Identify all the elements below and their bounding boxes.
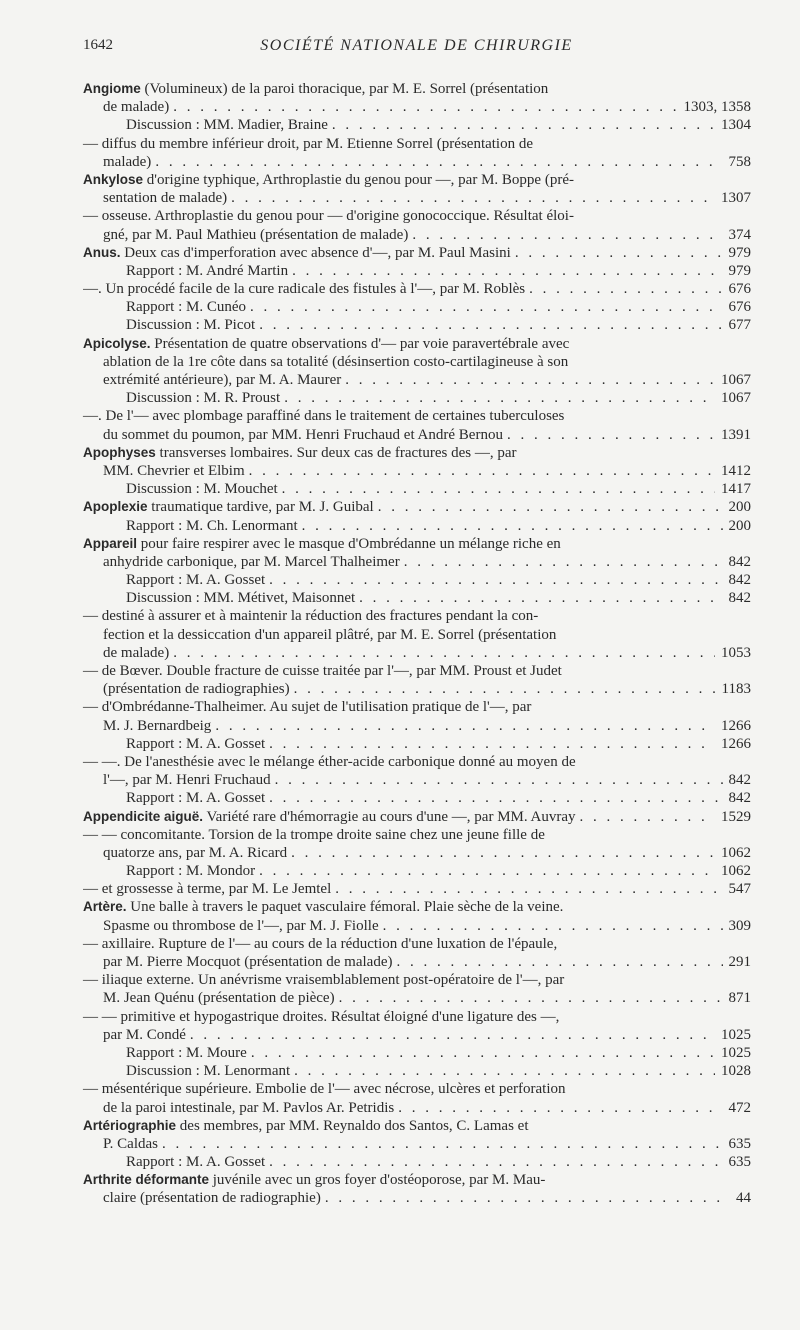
leader-dots: [332, 116, 715, 134]
index-line: [83, 862, 751, 880]
index-line: [83, 262, 751, 280]
index-line: [83, 1026, 751, 1044]
index-line: [83, 1153, 751, 1171]
entry-text: de malade): [103, 99, 170, 116]
entry-text: Deux cas d'imperforation avec absence d'—, par M. Paul Masini: [120, 244, 511, 261]
entry-text: d'origine typhique, Arthroplastie du genou pour —, par M. Boppe (pré-: [143, 171, 574, 188]
leader-dots: [269, 789, 722, 807]
index-line: [83, 844, 751, 862]
entry-text: Rapport : M. André Martin: [126, 262, 289, 279]
entry-text: Spasme ou thrombose de l'—, par M. J. Fiolle: [103, 917, 379, 934]
index-line: [83, 880, 751, 898]
index-line: [83, 553, 751, 571]
entry-text: — destiné à assurer et à maintenir la réduction des fractures pendant la con-: [83, 608, 539, 625]
leader-dots: [515, 244, 723, 262]
leader-dots: [173, 644, 715, 662]
entry-text: l'—, par M. Henri Fruchaud: [103, 772, 271, 789]
entry-text: Rapport : M. A. Gosset: [126, 1154, 266, 1171]
page-ref: 1304: [715, 116, 751, 134]
entry-text: — — primitive et hypogastrique droites. Résultat éloigné d'une ligature des —,: [83, 1008, 560, 1025]
entry-text: —. Un procédé facile de la cure radicale des fistules à l'—, par M. Roblès: [83, 281, 526, 298]
entry-text: Rapport : M. Cunéo: [126, 299, 246, 316]
index-line: [83, 98, 751, 116]
leader-dots: [325, 1189, 730, 1207]
entry-text: Discussion : M. R. Proust: [126, 390, 281, 407]
index-line: [83, 280, 751, 298]
index-line: [83, 462, 751, 480]
page-ref: 1529: [715, 808, 751, 826]
page-ref: 1307: [715, 189, 751, 207]
index-line: [83, 207, 751, 225]
page-ref: 1303, 1358: [678, 98, 752, 116]
page-ref: 1025: [715, 1044, 751, 1062]
entry-heading: Apoplexie: [83, 499, 148, 515]
leader-dots: [155, 153, 722, 171]
index-line: [83, 1117, 751, 1135]
page-ref: 547: [723, 880, 752, 898]
page-ref: 979: [723, 244, 752, 262]
entry-text: malade): [103, 153, 152, 170]
leader-dots: [294, 1062, 715, 1080]
leader-dots: [250, 298, 723, 316]
index-line: [83, 989, 751, 1007]
page-ref: 677: [723, 316, 752, 334]
index-line: [83, 171, 751, 189]
entry-heading: Ankylose: [83, 171, 144, 187]
entry-text: (présentation de radiographies): [103, 681, 290, 698]
index-line: [83, 1171, 751, 1189]
page-ref: 291: [723, 953, 752, 971]
entry-text: — —. De l'anesthésie avec le mélange éther-acide carbonique donné au moyen de: [83, 753, 576, 770]
page-ref: 842: [723, 571, 752, 589]
index-line: [83, 717, 751, 735]
leader-dots: [251, 1044, 715, 1062]
entry-text: Discussion : M. Picot: [126, 317, 256, 334]
entry-text: Rapport : M. A. Gosset: [126, 735, 266, 752]
page-ref: 1266: [715, 717, 751, 735]
leader-dots: [292, 262, 722, 280]
page-ref: 1412: [715, 462, 751, 480]
index-line: [83, 808, 751, 826]
page-ref: 1025: [715, 1026, 751, 1044]
page-ref: 842: [723, 771, 752, 789]
page-ref: 44: [730, 1189, 751, 1207]
leader-dots: [291, 844, 715, 862]
entry-text: ablation de la 1re côte dans sa totalité (désinsertion costo-cartilagineuse à son: [103, 353, 569, 370]
leader-dots: [294, 680, 716, 698]
entry-text: (Volumineux) de la paroi thoracique, par M. E. Sorrel (présentation: [140, 81, 549, 97]
leader-dots: [404, 553, 723, 571]
leader-dots: [259, 316, 722, 334]
leader-dots: [249, 462, 715, 480]
page-ref: 871: [723, 989, 752, 1007]
index-line: [83, 1189, 751, 1207]
index-line: [83, 1099, 751, 1117]
page-ref: 676: [723, 298, 752, 316]
page-ref: 842: [723, 789, 752, 807]
index-line: [83, 662, 751, 680]
entry-text: Rapport : M. A. Gosset: [126, 790, 266, 807]
index-line: [83, 971, 751, 989]
leader-dots: [396, 953, 722, 971]
index-line: [83, 898, 751, 916]
entry-text: par M. Condé: [103, 1026, 186, 1043]
index-line: [83, 626, 751, 644]
index-line: [83, 389, 751, 407]
page-ref: 1391: [715, 426, 751, 444]
index-line: [83, 153, 751, 171]
entry-text: des membres, par MM. Reynaldo dos Santos, C. Lamas et: [176, 1117, 529, 1134]
leader-dots: [190, 1026, 715, 1044]
leader-dots: [378, 498, 723, 516]
page-ref: 635: [723, 1135, 752, 1153]
index-line: [83, 771, 751, 789]
index-line: [83, 826, 751, 844]
leader-dots: [339, 989, 723, 1007]
page-ref: 1266: [715, 735, 751, 753]
leader-dots: [335, 880, 722, 898]
entry-text: pour faire respirer avec le masque d'Ombrédanne un mélange riche en: [137, 535, 561, 552]
index-line: [83, 80, 751, 98]
entry-text: — osseuse. Arthroplastie du genou pour — d'origine gonococcique. Résultat éloi-: [83, 208, 574, 225]
leader-dots: [269, 571, 722, 589]
leader-dots: [507, 426, 715, 444]
entry-text: — mésentérique supérieure. Embolie de l'— avec nécrose, ulcères et perforation: [83, 1081, 566, 1098]
index-line: [83, 589, 751, 607]
entry-text: de malade): [103, 644, 170, 661]
leader-dots: [275, 771, 723, 789]
page-ref: 1417: [715, 480, 751, 498]
entry-text: Discussion : MM. Madier, Braine: [126, 117, 328, 134]
entry-text: — axillaire. Rupture de l'— au cours de la réduction d'une luxation de l'épaule,: [83, 935, 558, 952]
entry-text: de la paroi intestinale, par M. Pavlos Ar. Petridis: [103, 1099, 395, 1116]
entry-text: juvénile avec un gros foyer d'ostéoporose, par M. Mau-: [209, 1172, 546, 1189]
page-number: 1642: [83, 37, 113, 53]
leader-dots: [302, 517, 723, 535]
index-line: [83, 789, 751, 807]
index-line: [83, 335, 751, 353]
index-line: [83, 444, 751, 462]
page-ref: 635: [723, 1153, 752, 1171]
leader-dots: [269, 1153, 722, 1171]
page-header: [83, 37, 750, 57]
entry-text: claire (présentation de radiographie): [103, 1190, 321, 1207]
leader-dots: [529, 280, 722, 298]
index-line: [83, 953, 751, 971]
index-line: [83, 316, 751, 334]
entry-text: M. Jean Quénu (présentation de pièce): [103, 990, 335, 1007]
page-ref: 200: [723, 517, 752, 535]
leader-dots: [345, 371, 715, 389]
index-line: [83, 371, 751, 389]
index-line: [83, 753, 751, 771]
entry-text: — — concomitante. Torsion de la trompe droite saine chez une jeune fille de: [83, 826, 545, 843]
index-line: [83, 735, 751, 753]
entry-text: Rapport : M. A. Gosset: [126, 572, 266, 589]
entry-heading: Apophyses: [83, 444, 156, 460]
entry-text: Discussion : M. Mouchet: [126, 481, 278, 498]
index-line: [83, 935, 751, 953]
entry-text: traumatique tardive, par M. J. Guibal: [147, 499, 374, 516]
index-line: [83, 189, 751, 207]
index-line: [83, 298, 751, 316]
index-line: [83, 571, 751, 589]
entry-text: quatorze ans, par M. A. Ricard: [103, 844, 288, 861]
page-ref: 1067: [715, 371, 751, 389]
leader-dots: [282, 480, 715, 498]
leader-dots: [284, 389, 715, 407]
index-line: [83, 1080, 751, 1098]
entry-text: fection et la dessiccation d'un appareil plâtré, par M. E. Sorrel (présentation: [103, 626, 557, 643]
page-ref: 472: [723, 1099, 752, 1117]
entry-text: — de Bœver. Double fracture de cuisse traitée par l'—, par MM. Proust et Judet: [83, 663, 562, 679]
entry-text: gné, par M. Paul Mathieu (présentation de malade): [103, 226, 409, 243]
entry-text: extrémité antérieure), par M. A. Maurer: [103, 372, 342, 388]
leader-dots: [259, 862, 715, 880]
running-title: SOCIÉTÉ NATIONALE DE CHIRURGIE: [260, 37, 573, 54]
entry-text: sentation de malade): [103, 190, 228, 207]
entry-text: anhydride carbonique, par M. Marcel Thalheimer: [103, 553, 400, 570]
entry-text: Variété rare d'hémorragie au cours d'une —, par MM. Auvray: [203, 808, 576, 825]
page-ref: 842: [723, 589, 752, 607]
entry-heading: Artériographie: [83, 1117, 177, 1133]
entry-text: — d'Ombrédanne-Thalheimer. Au sujet de l'utilisation pratique de l'—, par: [83, 699, 532, 716]
leader-dots: [215, 717, 715, 735]
entry-heading: Appendicite aiguë.: [83, 808, 204, 824]
entry-text: transverses lombaires. Sur deux cas de fractures des —, par: [155, 444, 517, 461]
entry-text: —. De l'— avec plombage paraffiné dans le traitement de certaines tuberculoses: [83, 408, 565, 425]
index-line: [83, 426, 751, 444]
index-line: [83, 517, 751, 535]
index-line: [83, 1062, 751, 1080]
index-line: [83, 917, 751, 935]
index-entries: [83, 80, 751, 1208]
leader-dots: [383, 917, 723, 935]
page-ref: 1053: [715, 644, 751, 662]
entry-heading: Angiome: [83, 81, 141, 96]
index-line: [83, 644, 751, 662]
page-ref: 200: [723, 498, 752, 516]
entry-text: Une balle à travers le paquet vasculaire fémoral. Plaie sèche de la veine.: [126, 899, 564, 916]
index-line: [83, 244, 751, 262]
leader-dots: [412, 226, 722, 244]
page-ref: 309: [723, 917, 752, 935]
index-line: [83, 1008, 751, 1026]
index-line: [83, 480, 751, 498]
entry-heading: Appareil: [83, 535, 138, 551]
page-ref: 676: [723, 280, 752, 298]
entry-text: Présentation de quatre observations d'— par voie paravertébrale avec: [150, 335, 570, 352]
leader-dots: [162, 1135, 722, 1153]
index-line: [83, 498, 751, 516]
leader-dots: [173, 98, 677, 116]
page-ref: 1062: [715, 862, 751, 880]
index-line: [83, 698, 751, 716]
index-line: [83, 1044, 751, 1062]
entry-text: — iliaque externe. Un anévrisme vraisemblablement post-opératoire de l'—, par: [83, 972, 565, 989]
entry-text: par M. Pierre Mocquot (présentation de malade): [103, 954, 393, 970]
entry-text: M. J. Bernardbeig: [103, 717, 212, 734]
index-line: [83, 353, 751, 371]
entry-text: MM. Chevrier et Elbim: [103, 462, 245, 479]
entry-text: Rapport : M. Mondor: [126, 863, 256, 880]
page-ref: 1062: [715, 844, 751, 862]
entry-heading: Apicolyse.: [83, 335, 151, 351]
leader-dots: [359, 589, 722, 607]
entry-text: Rapport : M. Moure: [126, 1044, 247, 1061]
index-line: [83, 1135, 751, 1153]
index-line: [83, 407, 751, 425]
leader-dots: [269, 735, 715, 753]
entry-text: Discussion : M. Lenormant: [126, 1063, 291, 1080]
index-line: [83, 607, 751, 625]
leader-dots: [231, 189, 715, 207]
leader-dots: [398, 1099, 722, 1117]
entry-text: — diffus du membre inférieur droit, par M. Etienne Sorrel (présentation de: [83, 135, 534, 152]
index-line: [83, 535, 751, 553]
page-ref: 758: [723, 153, 752, 171]
entry-text: Discussion : MM. Métivet, Maisonnet: [126, 590, 356, 607]
index-line: [83, 680, 751, 698]
entry-text: Rapport : M. Ch. Lenormant: [126, 517, 298, 534]
page-ref: 374: [723, 226, 752, 244]
page-ref: 1067: [715, 389, 751, 407]
entry-heading: Artère.: [83, 899, 127, 915]
entry-text: P. Caldas: [103, 1135, 159, 1152]
page-ref: 979: [723, 262, 752, 280]
entry-text: — et grossesse à terme, par M. Le Jemtel: [83, 881, 332, 898]
leader-dots: [580, 808, 715, 826]
index-line: [83, 116, 751, 134]
entry-heading: Arthrite déformante: [83, 1172, 210, 1188]
entry-text: du sommet du poumon, par MM. Henri Fruchaud et André Bernou: [103, 426, 503, 443]
entry-heading: Anus.: [83, 244, 121, 260]
index-line: [83, 226, 751, 244]
index-line: [83, 135, 751, 153]
page-ref: 842: [723, 553, 752, 571]
page-ref: 1028: [715, 1062, 751, 1080]
page-ref: 1183: [716, 680, 751, 698]
